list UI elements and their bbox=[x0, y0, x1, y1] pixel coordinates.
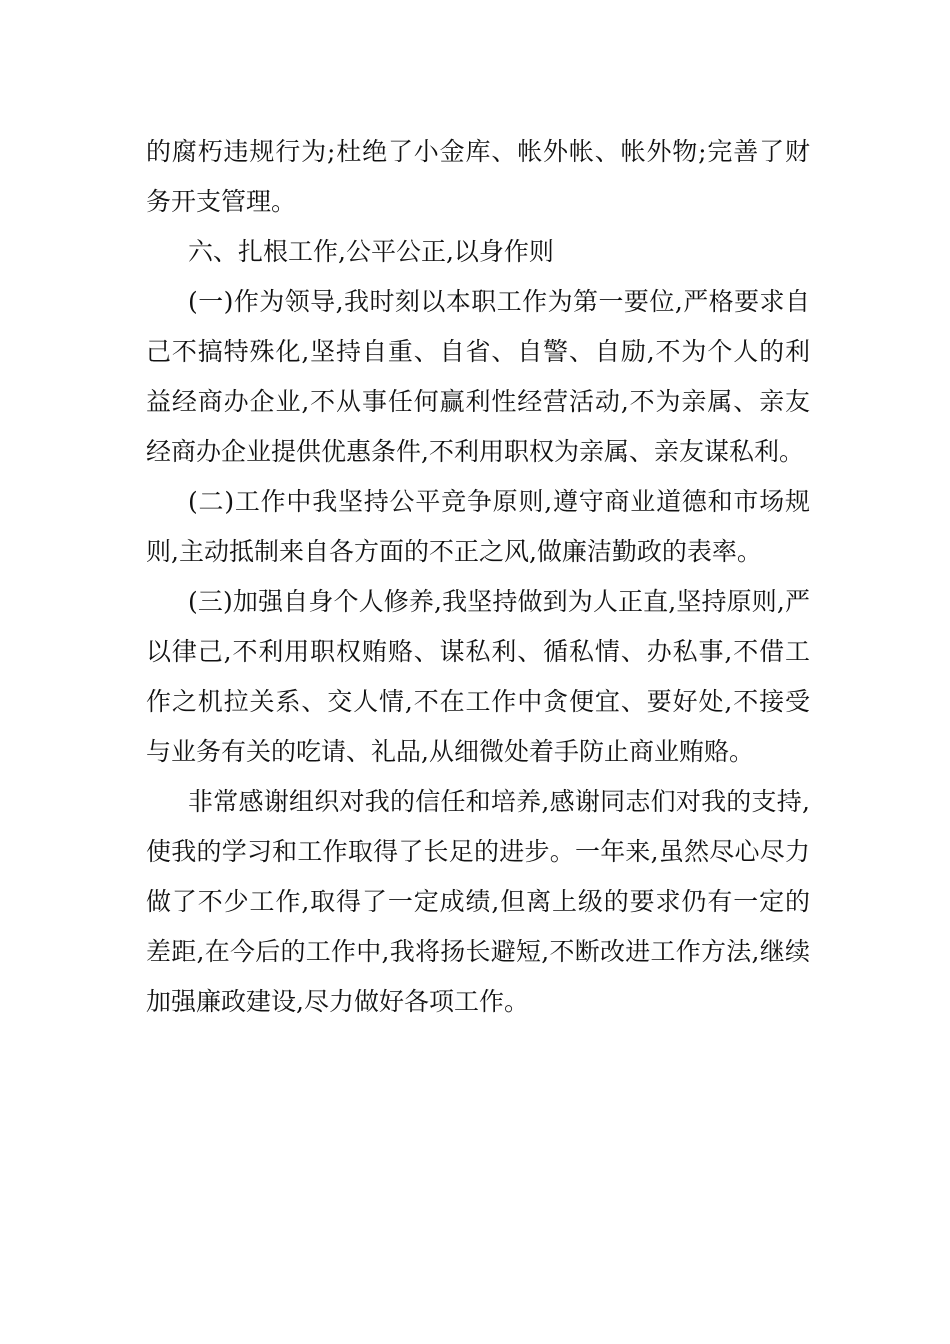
paragraph-closing: 非常感谢组织对我的信任和培养,感谢同志们对我的支持,使我的学习和工作取得了长足的进步。一年来,虽然尽心尽力做了不少工作,取得了一定成绩,但离上级的要求仍有一定的差距,在今后的工作中,我将扬长避短,不断改进工作方法,继续加强廉政建设,尽力做好各项工作。 bbox=[146, 787, 810, 1016]
document-page bbox=[146, 127, 810, 1027]
section-heading-six: 六、扎根工作,公平公正,以身作则 bbox=[188, 237, 554, 266]
paragraph-continuation: 的腐朽违规行为;杜绝了小金库、帐外帐、帐外物;完善了财务开支管理。 bbox=[146, 137, 810, 216]
paragraph-item-1: (一)作为领导,我时刻以本职工作为第一要位,严格要求自己不搞特殊化,坚持自重、自省、自警、自励,不为个人的利益经商办企业,不从事任何赢利性经营活动,不为亲属、亲友经商办企业提供优惠条件,不利用职权为亲属、亲友谋私利。 bbox=[146, 287, 810, 466]
paragraph-item-3: (三)加强自身个人修养,我坚持做到为人正直,坚持原则,严以律己,不利用职权贿赂、谋私利、循私情、办私事,不借工作之机拉关系、交人情,不在工作中贪便宜、要好处,不接受与业务有关的吃请、礼品,从细微处着手防止商业贿赂。 bbox=[146, 587, 810, 766]
paragraph-item-2: (二)工作中我坚持公平竞争原则,遵守商业道德和市场规则,主动抵制来自各方面的不正之风,做廉洁勤政的表率。 bbox=[146, 487, 810, 566]
